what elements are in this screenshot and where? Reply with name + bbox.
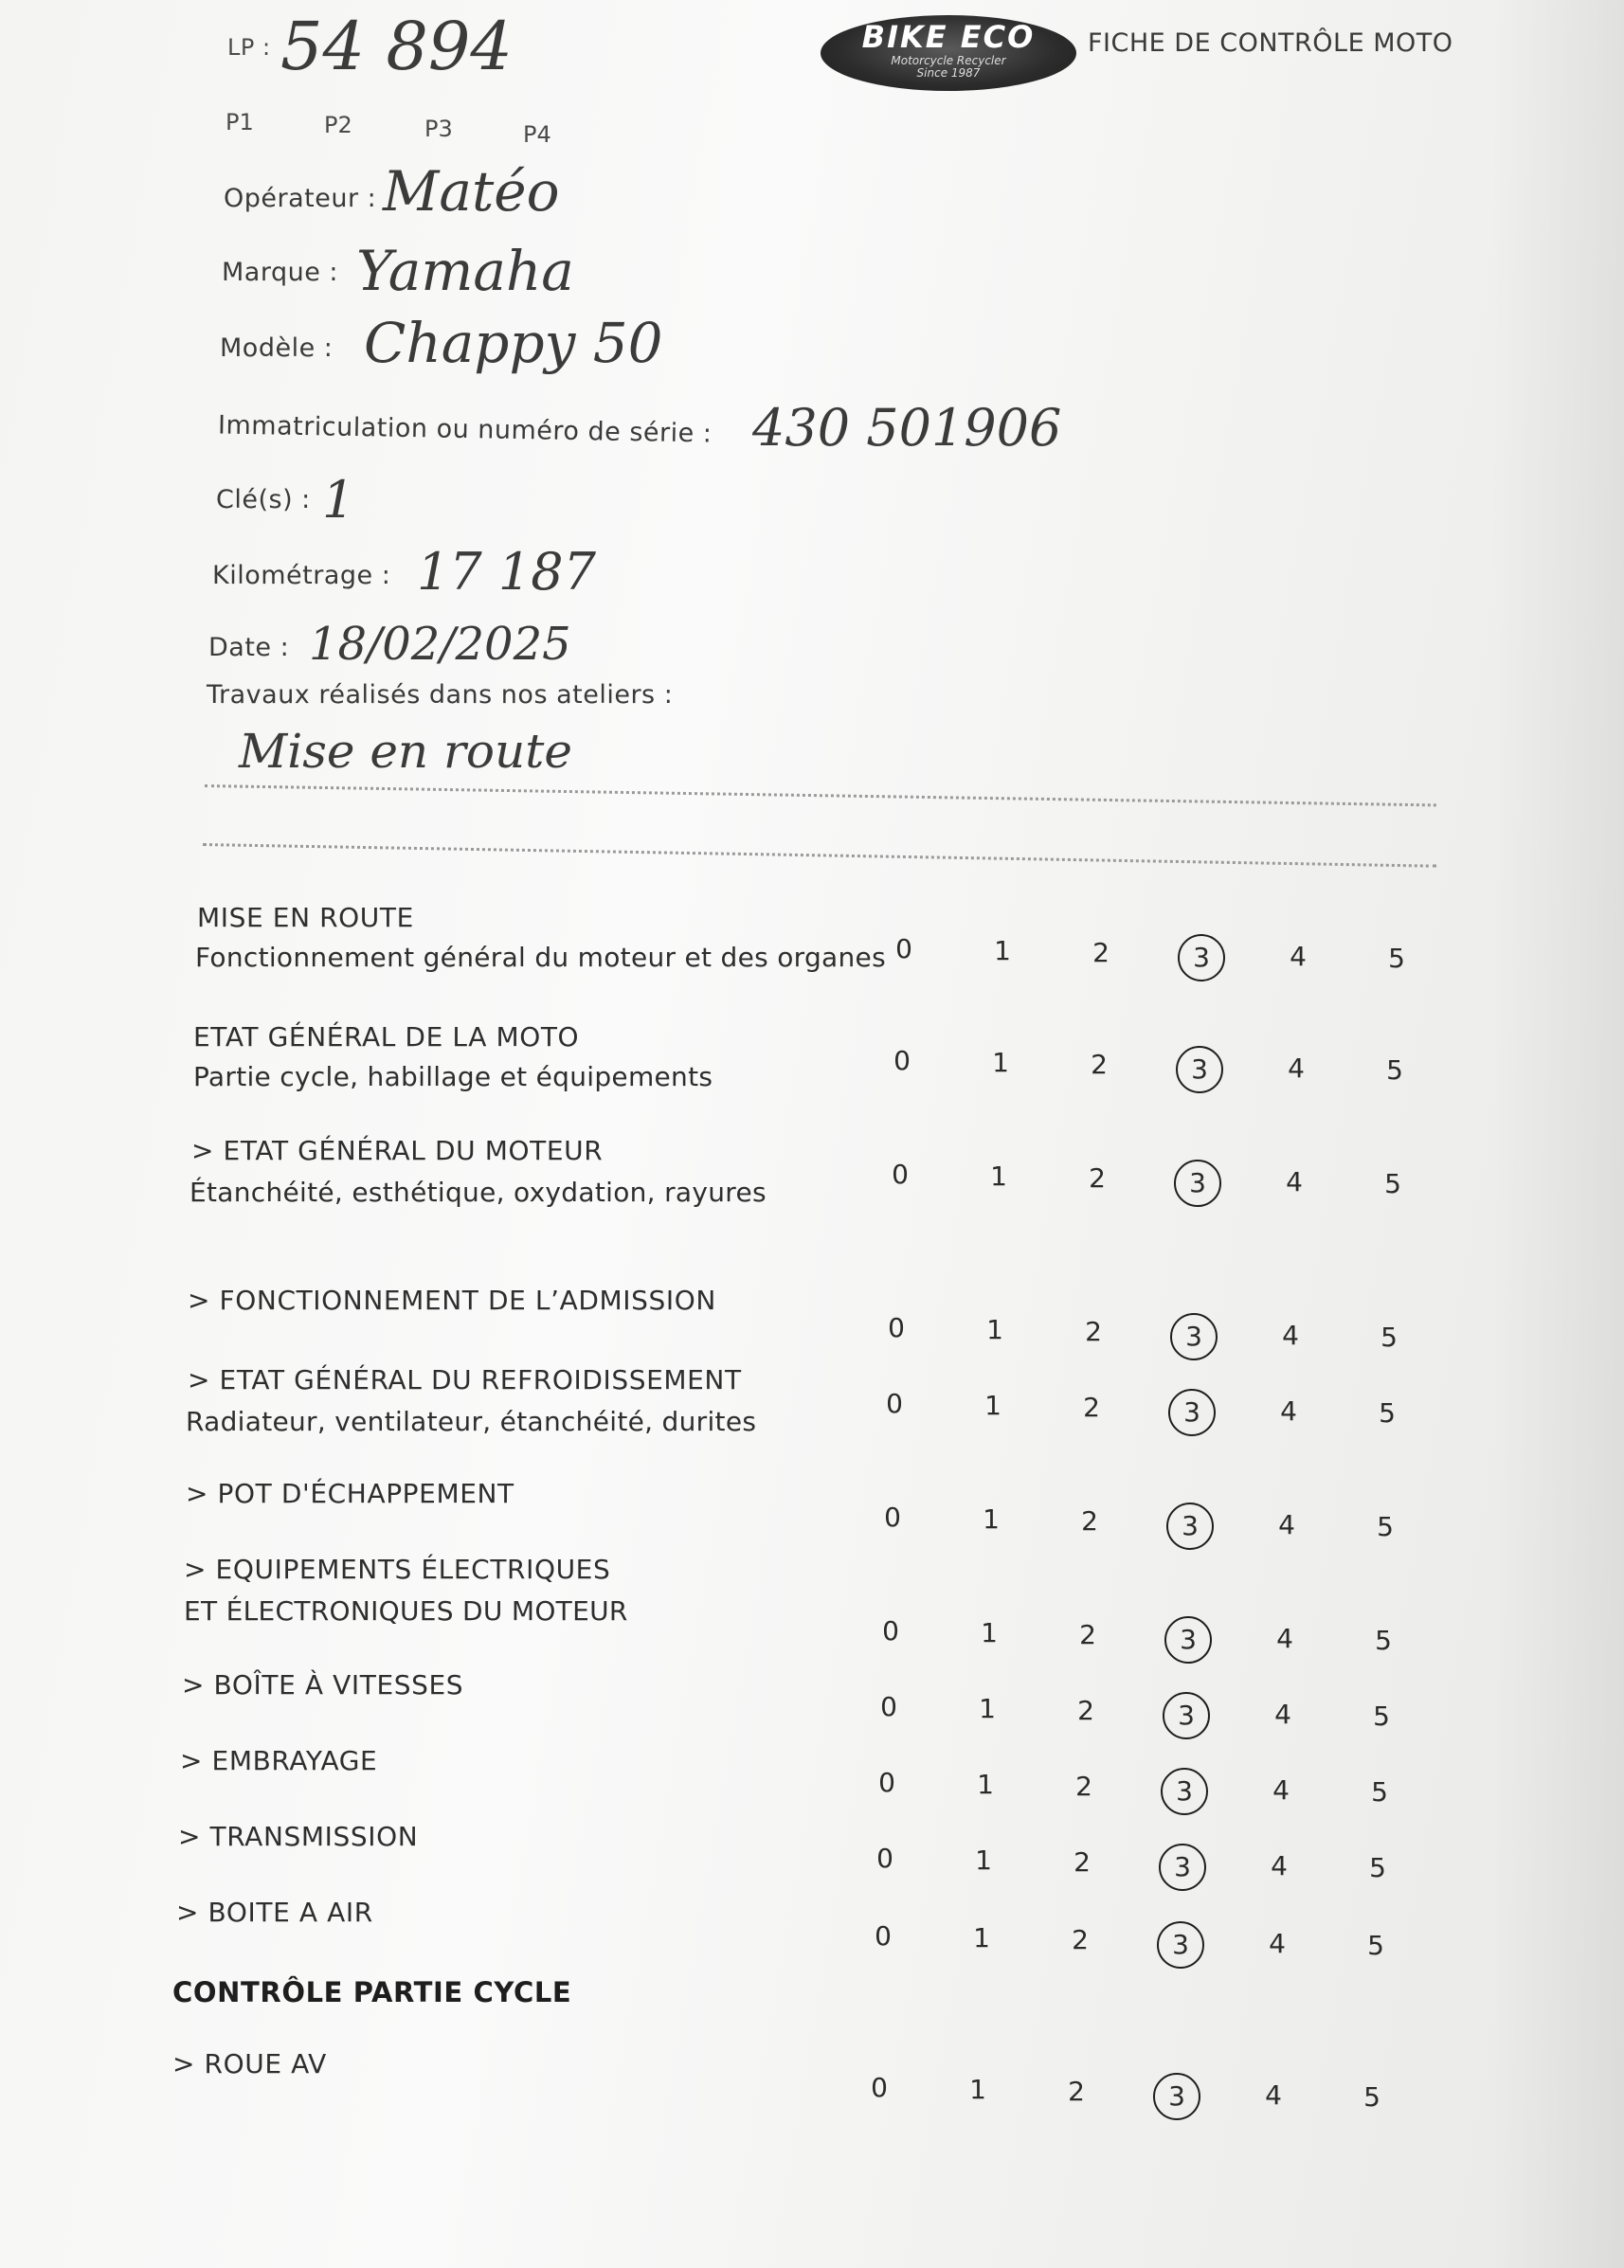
score-option-4[interactable]: 4 [1265, 2079, 1282, 2111]
score-option-1[interactable]: 1 [992, 1047, 1009, 1078]
modele-label: Modèle : [220, 333, 334, 363]
marque-value: Yamaha [356, 239, 574, 303]
criterion-title: > BOÎTE À VITESSES [182, 1669, 464, 1701]
score-option-5[interactable]: 5 [1377, 1511, 1394, 1542]
logo-tagline-1: Motorcycle Recycler [891, 54, 1006, 67]
score-option-2[interactable]: 2 [1074, 1846, 1091, 1878]
score-option-1[interactable]: 1 [969, 2074, 986, 2105]
score-option-3-selected[interactable]: 3 [1157, 1921, 1204, 1969]
score-option-4[interactable]: 4 [1272, 1774, 1290, 1806]
score-option-3-selected[interactable]: 3 [1174, 1160, 1221, 1207]
score-option-2[interactable]: 2 [1079, 1619, 1096, 1650]
score-option-5[interactable]: 5 [1386, 1054, 1403, 1086]
score-option-2[interactable]: 2 [1081, 1505, 1098, 1537]
kilometrage-value: 17 187 [417, 542, 596, 602]
criterion-title: > ROUE AV [172, 2048, 327, 2079]
criterion-title: > EMBRAYAGE [180, 1745, 378, 1776]
score-option-4[interactable]: 4 [1276, 1623, 1293, 1654]
modele-value: Chappy 50 [364, 311, 663, 375]
score-option-3-selected[interactable]: 3 [1176, 1046, 1223, 1093]
immatriculation-value: 430 501906 [752, 398, 1062, 458]
criterion-title: > BOITE A AIR [176, 1897, 373, 1928]
score-option-0[interactable]: 0 [886, 1388, 903, 1419]
score-option-1[interactable]: 1 [979, 1693, 996, 1724]
score-option-2[interactable]: 2 [1089, 1162, 1106, 1194]
criterion-subtitle: ET ÉLECTRONIQUES DU MOTEUR [184, 1595, 628, 1627]
cles-label: Clé(s) : [216, 485, 311, 514]
score-option-1[interactable]: 1 [983, 1503, 1000, 1535]
score-option-4[interactable]: 4 [1288, 1053, 1305, 1084]
travaux-line-1 [205, 784, 1436, 806]
bike-eco-logo [821, 15, 1076, 91]
score-option-4[interactable]: 4 [1271, 1850, 1288, 1881]
score-option-5[interactable]: 5 [1380, 1322, 1398, 1353]
travaux-label: Travaux réalisés dans nos ateliers : [207, 680, 674, 710]
criterion-title: > FONCTIONNEMENT DE L’ADMISSION [188, 1285, 716, 1316]
score-option-0[interactable]: 0 [882, 1615, 899, 1647]
score-option-4[interactable]: 4 [1286, 1166, 1303, 1197]
score-option-2[interactable]: 2 [1092, 937, 1110, 968]
score-option-3-selected[interactable]: 3 [1159, 1844, 1206, 1891]
section-title-partie-cycle: CONTRÔLE PARTIE CYCLE [172, 1976, 572, 2008]
score-option-5[interactable]: 5 [1367, 1930, 1384, 1961]
score-option-1[interactable]: 1 [981, 1617, 998, 1648]
score-option-4[interactable]: 4 [1282, 1320, 1299, 1351]
travaux-line-2 [203, 843, 1436, 868]
score-option-3-selected[interactable]: 3 [1178, 934, 1225, 981]
score-option-2[interactable]: 2 [1075, 1771, 1092, 1802]
score-option-1[interactable]: 1 [990, 1161, 1007, 1192]
score-option-2[interactable]: 2 [1091, 1049, 1108, 1080]
score-option-1[interactable]: 1 [973, 1922, 990, 1953]
score-option-0[interactable]: 0 [893, 1045, 911, 1076]
immatriculation-label: Immatriculation ou numéro de série : [217, 410, 713, 449]
criterion-title: MISE EN ROUTE [197, 902, 414, 933]
score-option-2[interactable]: 2 [1083, 1392, 1100, 1423]
score-option-3-selected[interactable]: 3 [1168, 1389, 1216, 1436]
date-value: 18/02/2025 [309, 618, 571, 671]
score-option-3-selected[interactable]: 3 [1161, 1768, 1208, 1815]
criterion-subtitle: Radiateur, ventilateur, étanchéité, durites [186, 1406, 757, 1437]
kilometrage-label: Kilométrage : [212, 561, 391, 590]
score-option-0[interactable]: 0 [884, 1502, 901, 1533]
score-option-1[interactable]: 1 [994, 935, 1011, 966]
score-option-3-selected[interactable]: 3 [1166, 1503, 1214, 1550]
score-option-4[interactable]: 4 [1269, 1928, 1286, 1959]
travaux-value: Mise en route [239, 724, 572, 779]
position-p2: P2 [324, 112, 352, 138]
marque-label: Marque : [222, 258, 339, 287]
score-option-0[interactable]: 0 [895, 933, 912, 964]
logo-tagline-2: Since 1987 [916, 66, 981, 80]
score-option-5[interactable]: 5 [1375, 1625, 1392, 1656]
score-option-5[interactable]: 5 [1363, 2081, 1380, 2113]
page-shadow [1491, 0, 1624, 2268]
score-option-5[interactable]: 5 [1371, 1776, 1388, 1808]
criterion-title: > TRANSMISSION [178, 1821, 419, 1852]
score-option-4[interactable]: 4 [1280, 1395, 1297, 1427]
criterion-title: > ETAT GÉNÉRAL DU MOTEUR [191, 1135, 604, 1166]
score-option-2[interactable]: 2 [1072, 1924, 1089, 1955]
document-title: FICHE DE CONTRÔLE MOTO [1088, 28, 1453, 58]
score-option-0[interactable]: 0 [878, 1767, 895, 1798]
score-option-3-selected[interactable]: 3 [1164, 1616, 1212, 1664]
score-option-1[interactable]: 1 [986, 1314, 1003, 1345]
score-option-0[interactable]: 0 [888, 1312, 905, 1343]
criterion-title: > ETAT GÉNÉRAL DU REFROIDISSEMENT [188, 1364, 742, 1395]
operateur-label: Opérateur : [224, 184, 377, 213]
score-option-2[interactable]: 2 [1068, 2076, 1085, 2107]
score-option-3-selected[interactable]: 3 [1153, 2073, 1200, 2120]
score-option-5[interactable]: 5 [1369, 1852, 1386, 1883]
score-option-2[interactable]: 2 [1085, 1316, 1102, 1347]
criterion-subtitle: Fonctionnement général du moteur et des organes [195, 942, 886, 973]
score-option-5[interactable]: 5 [1384, 1168, 1401, 1199]
score-option-1[interactable]: 1 [977, 1769, 994, 1800]
score-option-4[interactable]: 4 [1278, 1509, 1295, 1540]
criterion-title: ETAT GÉNÉRAL DE LA MOTO [193, 1021, 580, 1053]
score-option-0[interactable]: 0 [880, 1691, 897, 1722]
score-option-3-selected[interactable]: 3 [1163, 1692, 1210, 1739]
criterion-subtitle: Partie cycle, habillage et équipements [193, 1061, 713, 1092]
operateur-value: Matéo [383, 159, 560, 224]
criterion-subtitle: Étanchéité, esthétique, oxydation, rayures [189, 1177, 767, 1208]
criterion-title: > POT D'ÉCHAPPEMENT [186, 1478, 514, 1509]
score-option-2[interactable]: 2 [1077, 1695, 1094, 1726]
position-p3: P3 [424, 116, 453, 142]
score-option-3-selected[interactable]: 3 [1170, 1313, 1218, 1360]
date-label: Date : [208, 633, 290, 662]
score-option-4[interactable]: 4 [1290, 941, 1307, 972]
score-option-5[interactable]: 5 [1373, 1701, 1390, 1732]
logo-brand: BIKE ECO [861, 19, 1036, 55]
score-option-1[interactable]: 1 [975, 1845, 992, 1876]
score-option-0[interactable]: 0 [875, 1920, 892, 1952]
score-option-5[interactable]: 5 [1388, 943, 1405, 974]
lp-label: LP : [227, 34, 271, 61]
score-option-5[interactable]: 5 [1379, 1397, 1396, 1429]
score-option-4[interactable]: 4 [1274, 1699, 1291, 1730]
cles-value: 1 [322, 470, 355, 530]
score-option-0[interactable]: 0 [876, 1843, 893, 1874]
position-p1: P1 [226, 109, 254, 135]
position-p4: P4 [523, 121, 551, 148]
criterion-title: > EQUIPEMENTS ÉLECTRIQUES [184, 1554, 611, 1585]
lp-value: 54 894 [280, 8, 513, 85]
score-option-0[interactable]: 0 [892, 1159, 909, 1190]
score-option-0[interactable]: 0 [871, 2072, 888, 2103]
score-option-1[interactable]: 1 [984, 1390, 1001, 1421]
